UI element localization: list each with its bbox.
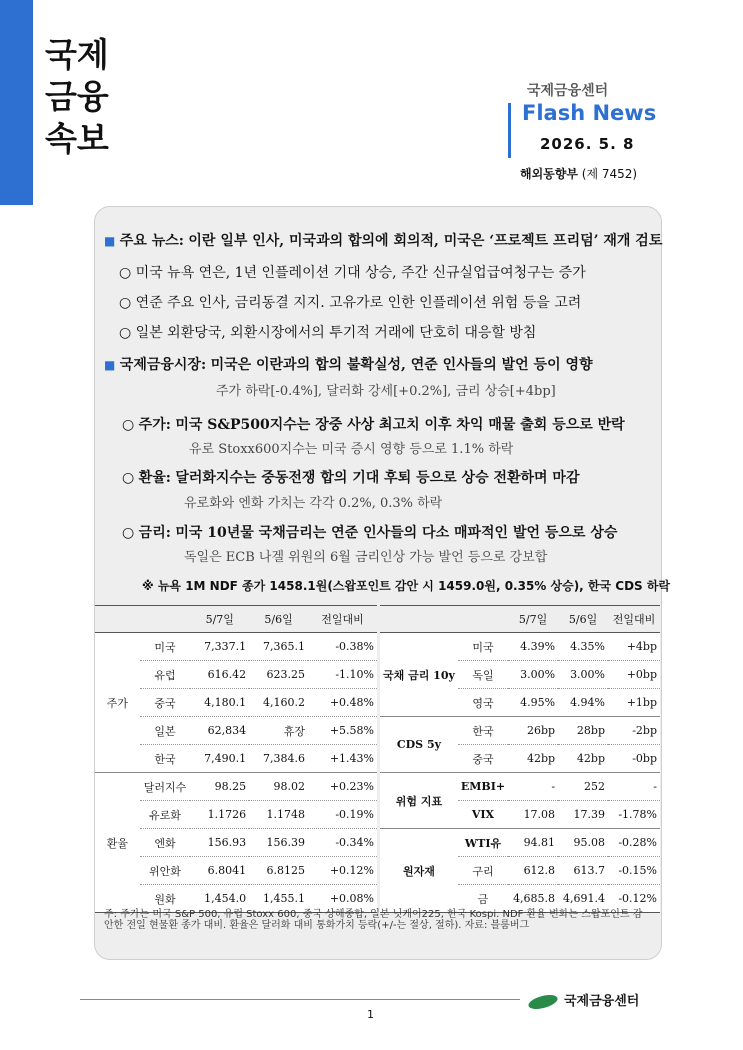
row-name: 미국: [140, 633, 191, 661]
cell-value: 95.08: [558, 829, 608, 857]
news-text: 연준 주요 인사, 금리동결 지지. 고유가로 인한 인플레이션 위험 등을 고려: [135, 295, 582, 311]
cell-change: -0.28%: [608, 829, 660, 857]
rate-sub: 독일은 ECB 나겔 위원의 6월 금리인상 가능 발언 등으로 강보합: [184, 550, 548, 565]
cell-value: 1,454.0: [190, 885, 249, 913]
title-line-1: 국제: [45, 35, 109, 74]
table-row: [380, 773, 660, 801]
row-name: 위안화: [140, 857, 191, 885]
cell-change: -1.10%: [308, 661, 377, 689]
row-name: 중국: [140, 689, 191, 717]
circle-bullet-icon: ○: [119, 295, 132, 311]
group-label: 원자재: [380, 829, 458, 913]
cell-value: 17.39: [558, 801, 608, 829]
cell-value: 7,337.1: [190, 633, 249, 661]
market-sub: 주가 하락[-0.4%], 달러화 강세[+0.2%], 금리 상승[+4bp]: [216, 384, 556, 399]
cell-value: -: [508, 773, 558, 801]
group-label: 위험 지표: [380, 773, 458, 829]
cell-value: 26bp: [508, 717, 558, 745]
fx-text: 달러화지수는 중동전쟁 합의 기대 후퇴 등으로 상승 전환하며 마감: [175, 470, 580, 486]
cell-change: -0bp: [608, 745, 660, 773]
circle-bullet-icon: ○: [122, 470, 135, 486]
table-row: [380, 717, 660, 745]
circle-bullet-icon: ○: [119, 325, 132, 341]
row-name: WTI유: [458, 829, 508, 857]
row-name: EMBI+: [458, 773, 508, 801]
table-row: [95, 773, 377, 801]
row-name: 달러지수: [140, 773, 191, 801]
main-news-line: [104, 230, 662, 250]
cell-change: +0.12%: [308, 857, 377, 885]
cell-value: 616.42: [190, 661, 249, 689]
cell-value: 7,384.6: [249, 745, 308, 773]
fx-label: 환율:: [138, 470, 171, 486]
cell-value: 94.81: [508, 829, 558, 857]
row-name: 유로화: [140, 801, 191, 829]
cell-change: +0bp: [608, 661, 660, 689]
cell-value: 휴장: [249, 717, 308, 745]
cell-value: 42bp: [508, 745, 558, 773]
rate-item: [122, 522, 617, 542]
cell-value: 156.93: [190, 829, 249, 857]
cell-change: -2bp: [608, 717, 660, 745]
cell-change: -0.15%: [608, 857, 660, 885]
header-cell: 전일대비: [308, 606, 377, 633]
cell-value: 4.94%: [558, 689, 608, 717]
row-name: 한국: [458, 717, 508, 745]
rate-label: 금리:: [138, 525, 171, 541]
rate-text: 미국 10년물 국채금리는 연준 인사들의 다소 매파적인 발언 등으로 상승: [175, 525, 618, 541]
row-name: 영국: [458, 689, 508, 717]
cell-value: 4.35%: [558, 633, 608, 661]
cell-value: 1,455.1: [249, 885, 308, 913]
row-name: 엔화: [140, 829, 191, 857]
center-name: 국제금융센터: [527, 83, 609, 99]
main-news-text: 이란 일부 인사, 미국과의 합의에 회의적, 미국은 ‘프로젝트 프리덤’ 재개 검토: [188, 233, 663, 249]
square-bullet-icon: ■: [104, 234, 116, 248]
cell-value: 98.25: [190, 773, 249, 801]
cell-value: 4.95%: [508, 689, 558, 717]
cell-change: +1bp: [608, 689, 660, 717]
stock-sub: 유로 Stoxx600지수는 미국 증시 영향 등으로 1.1% 하락: [189, 442, 514, 457]
row-name: 금: [458, 885, 508, 913]
cell-change: +4bp: [608, 633, 660, 661]
footer-logo: [528, 990, 639, 1009]
stock-item: [122, 414, 625, 434]
row-name: 한국: [140, 745, 191, 773]
row-name: 중국: [458, 745, 508, 773]
department-issue: [520, 165, 637, 182]
left-market-table: [95, 605, 377, 913]
cell-value: 623.25: [249, 661, 308, 689]
circle-bullet-icon: ○: [122, 417, 135, 433]
cell-value: 4.39%: [508, 633, 558, 661]
cell-change: -1.78%: [608, 801, 660, 829]
footer-divider: [80, 999, 520, 1000]
row-name: 유럽: [140, 661, 191, 689]
cell-value: 7,365.1: [249, 633, 308, 661]
cell-value: 252: [558, 773, 608, 801]
fx-sub: 유로화와 엔화 가치는 각각 0.2%, 0.3% 하락: [184, 496, 443, 511]
market-line: [104, 354, 593, 374]
kcif-logo-icon: [527, 992, 559, 1011]
cell-value: 3.00%: [558, 661, 608, 689]
group-label: 환율: [95, 773, 140, 913]
issue-number: (제 7452): [581, 167, 638, 181]
circle-bullet-icon: ○: [122, 525, 135, 541]
table-row: [380, 633, 660, 661]
cell-value: 17.08: [508, 801, 558, 829]
report-date: 2026. 5. 8: [540, 135, 635, 153]
stock-text: 미국 S&P500지수는 장중 사상 최고치 이후 차익 매물 출회 등으로 반락: [175, 417, 625, 433]
row-name: 구리: [458, 857, 508, 885]
cell-change: -0.12%: [608, 885, 660, 913]
news-item: [119, 262, 586, 282]
group-label: 국채 금리 10y: [380, 633, 458, 717]
news-text: 일본 외환당국, 외환시장에서의 투기적 거래에 단호히 대응할 방침: [135, 325, 537, 341]
cell-value: 613.7: [558, 857, 608, 885]
table-row: [380, 829, 660, 857]
cell-change: -0.19%: [308, 801, 377, 829]
cell-value: 4,685.8: [508, 885, 558, 913]
news-text: 미국 뉴욕 연은, 1년 인플레이션 기대 상승, 주간 신규실업급여청구는 증가: [135, 265, 586, 281]
cell-value: 6.8125: [249, 857, 308, 885]
right-market-table: [380, 605, 660, 913]
header-cell: 5/7일: [190, 606, 249, 633]
cell-change: +1.43%: [308, 745, 377, 773]
cell-change: +0.48%: [308, 689, 377, 717]
table-header-row: [95, 606, 377, 633]
cell-change: -0.38%: [308, 633, 377, 661]
page-number: 1: [367, 1008, 374, 1021]
row-name: 미국: [458, 633, 508, 661]
header-cell: 5/7일: [508, 606, 558, 633]
main-news-label: 주요 뉴스:: [119, 233, 184, 249]
report-title: [45, 34, 109, 160]
cell-value: 1.1726: [190, 801, 249, 829]
row-name: 독일: [458, 661, 508, 689]
cell-change: -0.34%: [308, 829, 377, 857]
header-cell: 5/6일: [558, 606, 608, 633]
header-accent-line: [508, 103, 511, 158]
cell-value: 98.02: [249, 773, 308, 801]
ndf-note: ※ 뉴욕 1M NDF 종가 1458.1원(스왑포인트 감안 시 1459.0원, 0.35% 상승), 한국 CDS 하락: [142, 579, 671, 593]
news-item: [119, 322, 536, 342]
group-label: CDS 5y: [380, 717, 458, 773]
row-name: 일본: [140, 717, 191, 745]
cell-value: 4,691.4: [558, 885, 608, 913]
cell-value: 612.8: [508, 857, 558, 885]
cell-value: 6.8041: [190, 857, 249, 885]
cell-value: 4,160.2: [249, 689, 308, 717]
cell-change: +5.58%: [308, 717, 377, 745]
row-name: 원화: [140, 885, 191, 913]
footer-logo-text: 국제금융센터: [564, 994, 640, 1009]
title-line-3: 속보: [45, 119, 109, 158]
cell-value: 7,490.1: [190, 745, 249, 773]
cell-change: -: [608, 773, 660, 801]
square-bullet-icon: ■: [104, 358, 116, 372]
market-label: 국제금융시장:: [119, 357, 207, 373]
row-name: VIX: [458, 801, 508, 829]
news-item: [119, 292, 581, 312]
cell-value: 1.1748: [249, 801, 308, 829]
circle-bullet-icon: ○: [119, 265, 132, 281]
stock-label: 주가:: [138, 417, 171, 433]
cell-value: 156.39: [249, 829, 308, 857]
cell-change: +0.23%: [308, 773, 377, 801]
flash-news-label: Flash News: [522, 101, 657, 125]
cell-value: 62,834: [190, 717, 249, 745]
header-cell: 전일대비: [608, 606, 660, 633]
left-blue-bar: [0, 0, 33, 205]
cell-value: 28bp: [558, 717, 608, 745]
table-header-row: [380, 606, 660, 633]
market-text: 미국은 이란과의 합의 불확실성, 연준 인사들의 발언 등이 영향: [210, 357, 593, 373]
department: 해외동향부: [520, 167, 578, 181]
header-cell: 5/6일: [249, 606, 308, 633]
cell-value: 3.00%: [508, 661, 558, 689]
table-row: [95, 633, 377, 661]
table-footnote: 주: 주가는 미국 S&P 500, 유럽 Stoxx 600, 중국 상해종합, 일본 닛케이225, 한국 Kospi. NDF 환율 변화는 스왑포인트 감안한 전일 현물환 종가 대비. 환율은 달러화 대비 통화가치 등락(+/-는 절상, 절하). 자료: 블룸버그: [104, 909, 643, 931]
title-line-2: 금융: [45, 77, 109, 116]
cell-change: +0.08%: [308, 885, 377, 913]
cell-value: 42bp: [558, 745, 608, 773]
fx-item: [122, 467, 579, 487]
group-label: 주가: [95, 633, 140, 773]
cell-value: 4,180.1: [190, 689, 249, 717]
